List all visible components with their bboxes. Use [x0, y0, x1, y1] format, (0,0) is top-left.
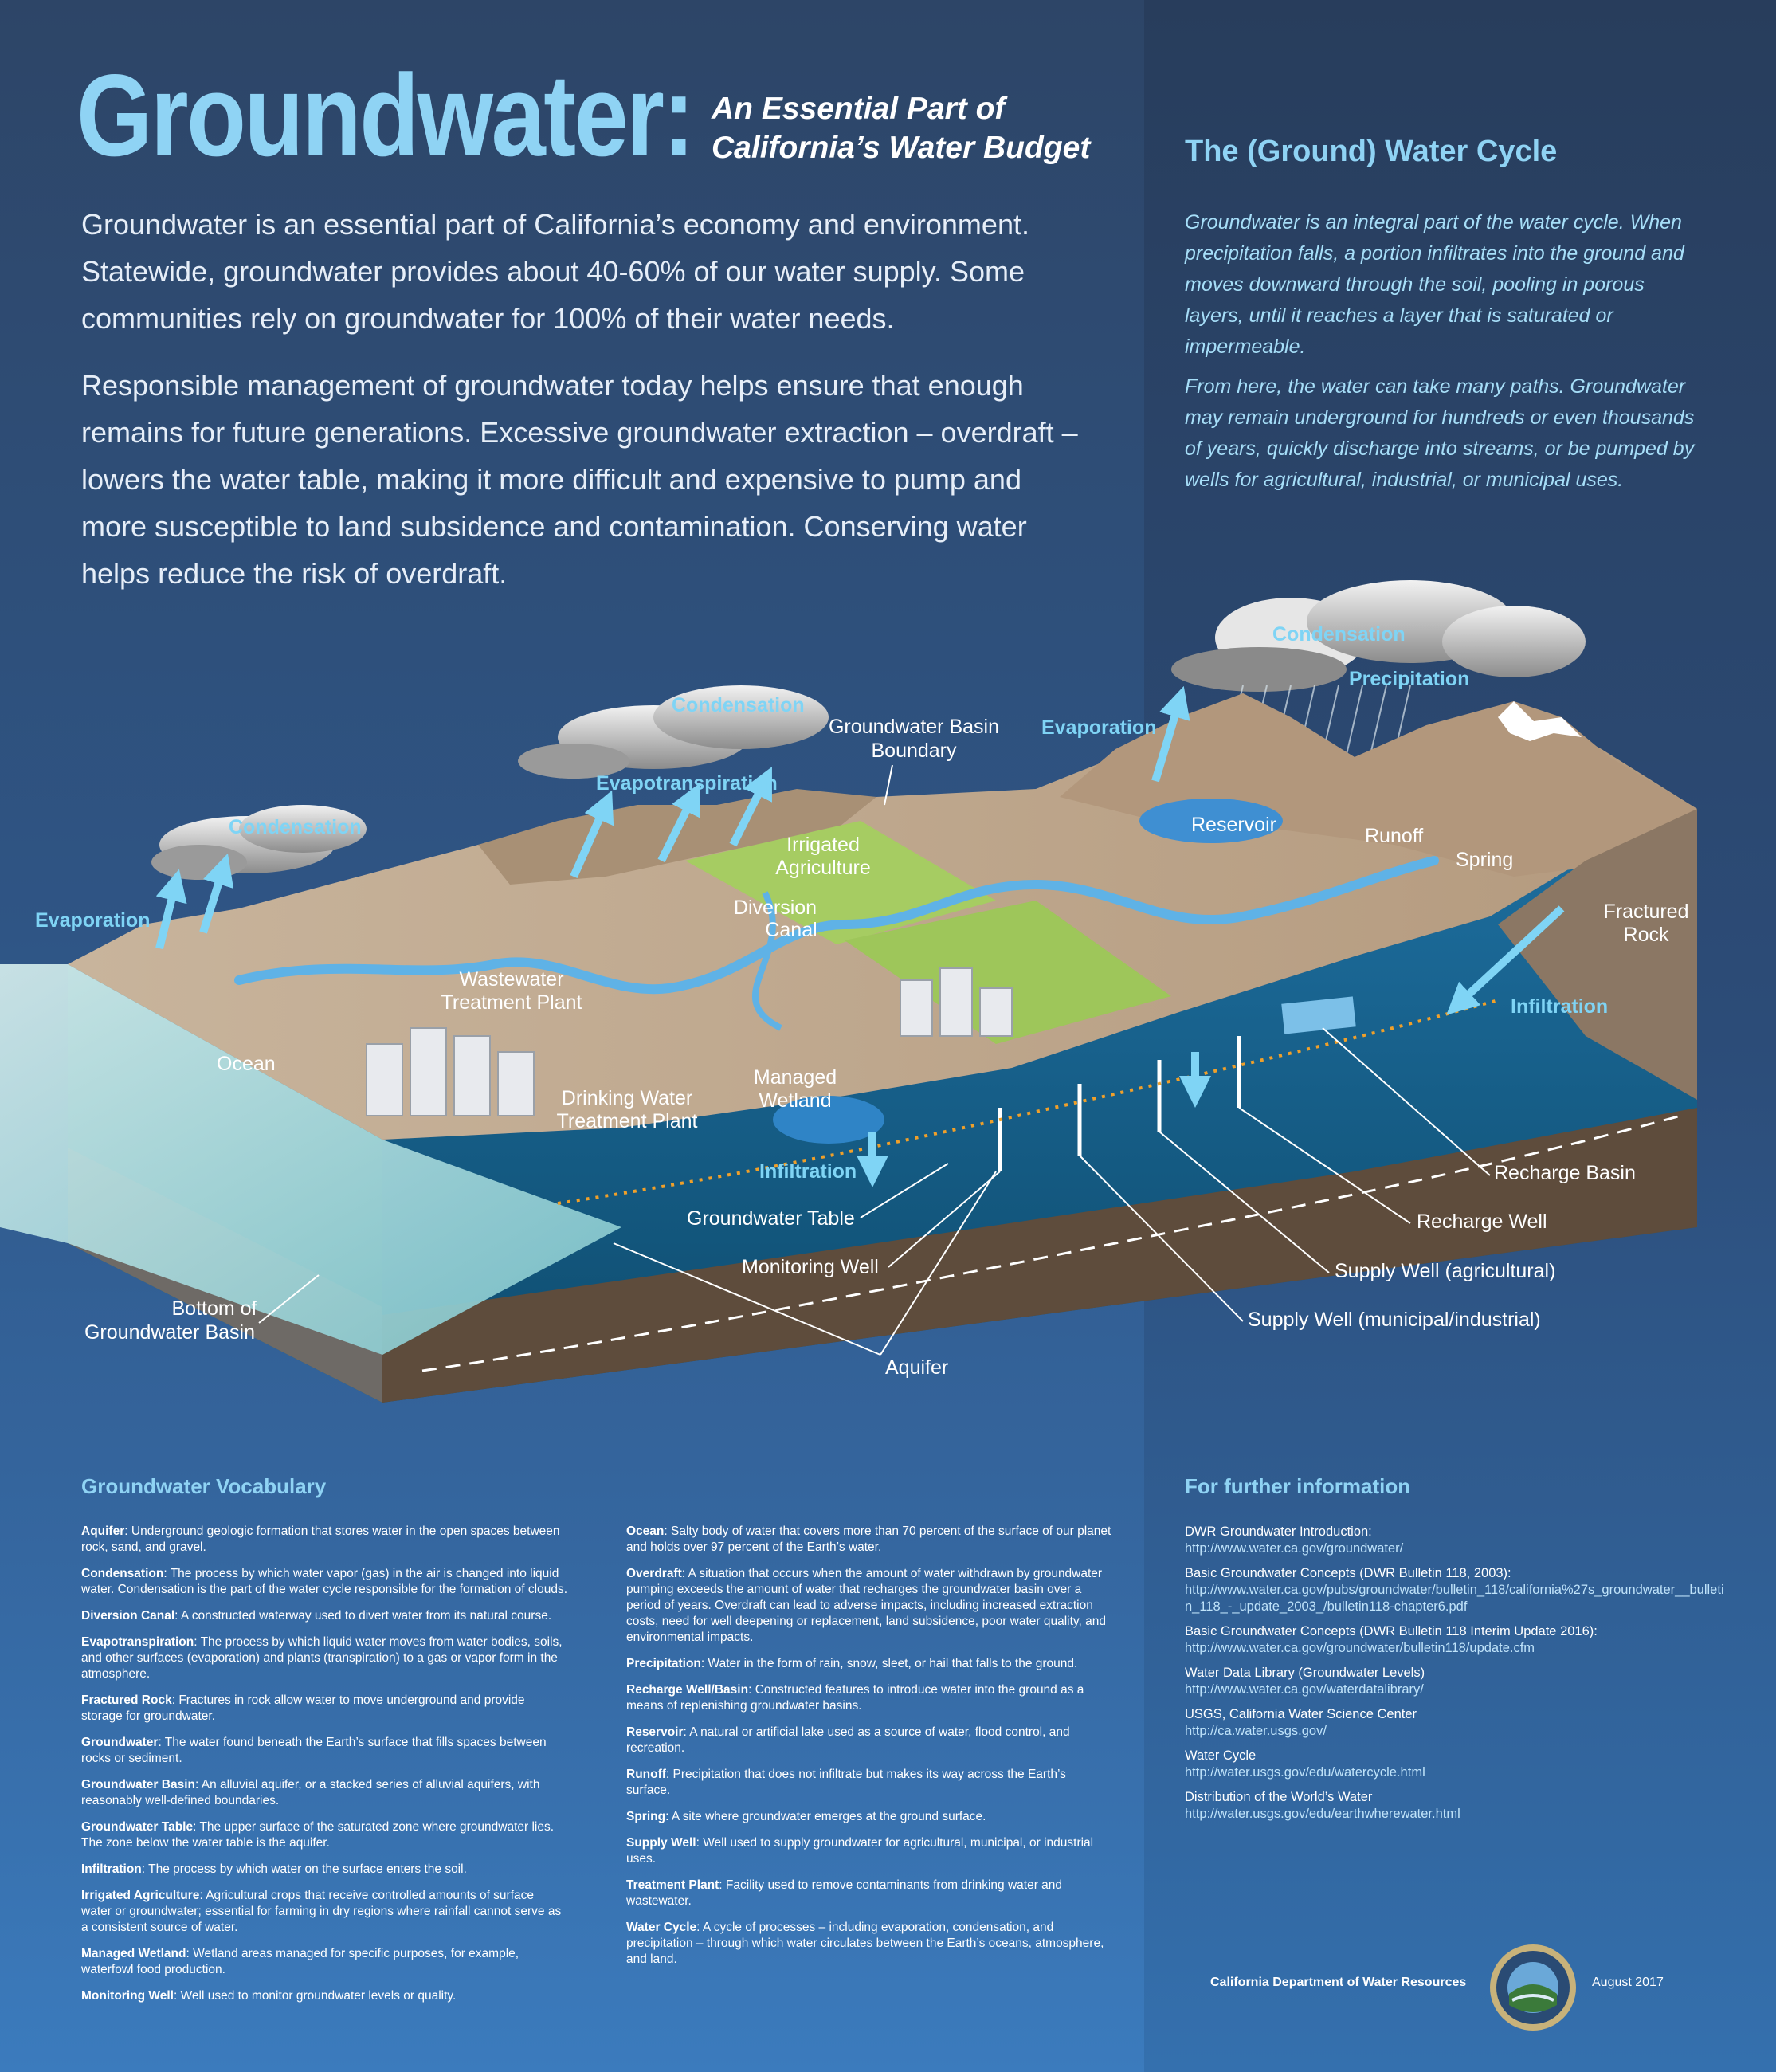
vocab-term: Groundwater Table: The upper surface of the saturated zone where groundwater lies. The zone below the water table is the aquifer. — [81, 1820, 555, 1850]
dwr-seal-logo — [1488, 1943, 1578, 2032]
vocab-term-definition: Salty body of water that covers more than 70 percent of the surface of our planet and holds over 97 percent of the Earth’s water. — [626, 1525, 1111, 1554]
label-supply-well-ag: Supply Well (agricultural) — [1335, 1260, 1556, 1282]
vocab-term-name: Condensation — [81, 1567, 164, 1580]
further-info-item — [1185, 1665, 1727, 1698]
water-cycle-paragraph-2: From here, the water can take many paths. Groundwater may remain underground for hundreds or even thousands of years, quickly discharge into streams, or be pumped by wells for agricultural, industrial, or municipal uses. — [1185, 375, 1695, 491]
further-info-item — [1185, 1748, 1727, 1781]
vocab-term-name: Infiltration — [81, 1862, 142, 1876]
info-label: DWR Groundwater Introduction: — [1185, 1525, 1372, 1539]
label-diversion-canal-1: Diversion — [733, 897, 817, 919]
vocab-term: Precipitation: Water in the form of rain, snow, sleet, or hail that falls to the ground. — [626, 1657, 1078, 1670]
vocab-term-name: Evapotranspiration — [81, 1635, 194, 1649]
vocab-term-definition: Agricultural crops that receive controlled amounts of surface water or groundwater; essential for farming in dry regions where rainfall cannot serve as a consistent source of water. — [81, 1889, 562, 1934]
vocab-term-name: Treatment Plant — [626, 1878, 719, 1892]
vocab-term-definition: A cycle of processes – including evaporation, condensation, and precipitation – through which water circulates between the Earth’s oceans, atmosphere, and land. — [626, 1921, 1104, 1966]
label-basin-boundary-2: Boundary — [871, 740, 957, 762]
label-diversion-canal-2: Canal — [765, 919, 817, 941]
label-condensation-mid: Condensation — [672, 694, 805, 716]
vocab-term-definition: The process by which water on the surface enters the soil. — [148, 1862, 467, 1876]
label-runoff: Runoff — [1365, 825, 1424, 847]
footer-organization: California Department of Water Resources — [1210, 1976, 1467, 1989]
vocab-term-definition: A situation that occurs when the amount of water withdrawn by groundwater pumping exceeds the amount of water that recharges the groundwater basin over a period of years. Overdraft can lead to adverse impacts, including increased extraction costs, need for well deepening or replacement, land subsidence, poor water quality, and environmental impacts. — [626, 1567, 1106, 1644]
vocab-term-name: Diversion Canal — [81, 1609, 175, 1623]
vocab-term-definition: A site where groundwater emerges at the ground surface. — [671, 1810, 986, 1823]
vocab-term-name: Aquifer — [81, 1525, 125, 1538]
info-label: Water Cycle — [1185, 1748, 1257, 1763]
label-managed-wetland-2: Wetland — [759, 1089, 832, 1112]
vocab-term-name: Fractured Rock — [81, 1693, 172, 1707]
vocab-term: Irrigated Agriculture: Agricultural crops that receive controlled amounts of surface water or groundwater; essential for farming in dry regions where rainfall cannot serve as a consistent source of water. — [81, 1889, 562, 1934]
label-bottom-basin-1: Bottom of — [171, 1297, 257, 1320]
label-drinking-water-2: Treatment Plant — [556, 1110, 698, 1132]
label-reservoir: Reservoir — [1191, 814, 1276, 836]
vocab-term-definition: An alluvial aquifer, or a stacked series of alluvial aquifers, with reasonably well-defined boundaries. — [81, 1778, 540, 1807]
label-infiltration-left: Infiltration — [759, 1160, 857, 1183]
vocab-term-definition: The process by which water vapor (gas) in the air is changed into liquid water. Condensation is the part of the water cycle responsible for the formation of clouds. — [81, 1567, 567, 1596]
vocab-term-definition: A natural or artificial lake used as a source of water, flood control, and recreation. — [626, 1725, 1070, 1755]
vocab-term: Groundwater: The water found beneath the Earth’s surface that fills spaces between rocks or sediment. — [81, 1736, 547, 1765]
vocab-term-name: Runoff — [626, 1768, 666, 1781]
footer-date: August 2017 — [1592, 1976, 1664, 1989]
vocab-term-definition: The upper surface of the saturated zone where groundwater lies. The zone below the water table is the aquifer. — [81, 1820, 555, 1850]
vocab-term-name: Managed Wetland — [81, 1947, 186, 1960]
label-wastewater-1: Wastewater — [459, 968, 564, 991]
vocab-term: Evapotranspiration: The process by which liquid water moves from water bodies, soils, and other surfaces (evaporation) and plants (transpiration) to a gas or vapor form in the atmosphere. — [81, 1635, 563, 1681]
subtitle-line-2: California’s Water Budget — [712, 131, 1091, 165]
vocab-term: Spring: A site where groundwater emerges at the ground surface. — [626, 1810, 986, 1823]
vocab-term-name: Groundwater Basin — [81, 1778, 195, 1791]
vocab-term-definition: Well used to monitor groundwater levels or quality. — [180, 1989, 457, 2003]
vocab-term-definition: Wetland areas managed for specific purposes, for example, waterfowl food production. — [81, 1947, 519, 1976]
vocab-term-definition: A constructed waterway used to divert water from its natural course. — [180, 1609, 552, 1623]
vocab-term-name: Ocean — [626, 1525, 665, 1538]
label-infiltration-right: Infiltration — [1511, 995, 1609, 1018]
info-label: Basic Groundwater Concepts (DWR Bulletin 118 Interim Update 2016): — [1185, 1624, 1598, 1638]
groundwater-cycle-diagram — [0, 550, 1776, 1450]
label-evapotranspiration: Evapotranspiration — [596, 772, 778, 795]
vocab-term: Treatment Plant: Facility used to remove contaminants from drinking water and wastewater. — [626, 1878, 1063, 1908]
vocab-term-name: Precipitation — [626, 1657, 701, 1670]
page-title: Groundwater: — [76, 50, 693, 180]
info-label: Distribution of the World’s Water — [1185, 1790, 1373, 1804]
label-drinking-water-1: Drinking Water — [561, 1087, 693, 1109]
intro-paragraph-2: Responsible management of groundwater today helps ensure that enough remains for future generations. Excessive groundwater extraction – overdraft – lowers the water table, making it more difficult and expensive to pump and more susceptible to land subsidence and contamination. Conserving water helps reduce the risk of overdraft. — [81, 369, 1078, 590]
vocab-term-definition: Facility used to remove contaminants from drinking water and wastewater. — [626, 1878, 1063, 1908]
vocab-term-definition: Constructed features to introduce water into the ground as a means of replenishing groundwater basins. — [626, 1683, 1084, 1713]
further-info-list — [1185, 1524, 1727, 1831]
label-fractured-rock-1: Fractured — [1603, 901, 1689, 923]
vocab-term-definition: The process by which liquid water moves from water bodies, soils, and other surfaces (evaporation) and plants (transpiration) to a gas or vapor form in the atmosphere. — [81, 1635, 563, 1681]
info-link[interactable]: http://water.usgs.gov/edu/earthwherewater.html — [1185, 1807, 1460, 1821]
label-basin-boundary-1: Groundwater Basin — [828, 716, 1000, 738]
vocab-term: Recharge Well/Basin: Constructed features to introduce water into the ground as a means of replenishing groundwater basins. — [626, 1683, 1084, 1713]
vocab-term-name: Overdraft — [626, 1567, 682, 1580]
label-groundwater-table: Groundwater Table — [687, 1207, 855, 1230]
vocab-term-definition: Well used to supply groundwater for agricultural, municipal, or industrial uses. — [626, 1836, 1094, 1866]
label-evaporation-right: Evaporation — [1041, 716, 1157, 739]
vocab-term: Monitoring Well: Well used to monitor groundwater levels or quality. — [81, 1989, 457, 2003]
info-link[interactable]: http://www.water.ca.gov/waterdatalibrary/ — [1185, 1682, 1424, 1697]
vocab-term-name: Recharge Well/Basin — [626, 1683, 749, 1697]
vocabulary-title: Groundwater Vocabulary — [81, 1474, 327, 1498]
vocab-term-name: Groundwater — [81, 1736, 159, 1749]
vocab-term: Infiltration: The process by which water on the surface enters the soil. — [81, 1862, 467, 1876]
vocab-term: Reservoir: A natural or artificial lake used as a source of water, flood control, and recreation. — [626, 1725, 1070, 1755]
label-irrigated-ag-2: Agriculture — [775, 857, 871, 879]
info-label: Water Data Library (Groundwater Levels) — [1185, 1666, 1425, 1680]
vocab-term-name: Water Cycle — [626, 1921, 697, 1934]
label-fractured-rock-2: Rock — [1623, 924, 1669, 946]
vocab-term: Fractured Rock: Fractures in rock allow water to move underground and provide storage for groundwater. — [81, 1693, 525, 1723]
vocab-term-definition: Fractures in rock allow water to move underground and provide storage for groundwater. — [81, 1693, 525, 1723]
vocab-term: Groundwater Basin: An alluvial aquifer, or a stacked series of alluvial aquifers, with reasonably well-defined boundaries. — [81, 1778, 540, 1807]
label-recharge-basin: Recharge Basin — [1494, 1162, 1636, 1184]
further-info-item — [1185, 1789, 1727, 1823]
further-info-item — [1185, 1524, 1727, 1557]
vocab-term: Condensation: The process by which water vapor (gas) in the air is changed into liquid water. Condensation is the part of the water cycle responsible for the formation of clouds. — [81, 1567, 567, 1596]
info-link[interactable]: http://www.water.ca.gov/groundwater/bulletin118/update.cfm — [1185, 1641, 1535, 1655]
vocab-term-name: Supply Well — [626, 1836, 696, 1850]
vocab-term: Managed Wetland: Wetland areas managed for specific purposes, for example, waterfowl food production. — [81, 1947, 519, 1976]
vocab-term-name: Monitoring Well — [81, 1989, 174, 2003]
vocab-term: Aquifer: Underground geologic formation that stores water in the open spaces between rock, sand, and gravel. — [81, 1525, 560, 1554]
vocab-term-name: Reservoir — [626, 1725, 684, 1739]
label-managed-wetland-1: Managed — [753, 1066, 837, 1089]
info-link[interactable]: http://www.water.ca.gov/groundwater/ — [1185, 1541, 1404, 1556]
info-label: USGS, California Water Science Center — [1185, 1707, 1417, 1721]
water-cycle-paragraph-1: Groundwater is an integral part of the water cycle. When precipitation falls, a portion infiltrates into the ground and moves downward through the soil, pooling in porous layers, until it reaches a layer that is saturated or impermeable. — [1185, 211, 1684, 358]
label-condensation-left: Condensation — [229, 816, 362, 838]
label-condensation-right: Condensation — [1272, 623, 1406, 646]
info-link[interactable]: http://ca.water.usgs.gov/ — [1185, 1724, 1327, 1738]
info-link[interactable]: http://water.usgs.gov/edu/watercycle.html — [1185, 1765, 1425, 1780]
label-precipitation: Precipitation — [1349, 668, 1470, 690]
vocab-term-name: Irrigated Agriculture — [81, 1889, 200, 1902]
vocab-term: Overdraft: A situation that occurs when the amount of water withdrawn by groundwater pumping exceeds the amount of water that recharges the groundwater basin over a period of years. Overdraft can lead to adverse impacts, including increased extraction costs, need for well deepening or replacement, land subsidence, poor water quality, and environmental impacts. — [626, 1567, 1106, 1644]
subtitle-line-1: An Essential Part of — [712, 92, 1006, 126]
vocab-term-definition: Underground geologic formation that stores water in the open spaces between rock, sand, and gravel. — [81, 1525, 560, 1554]
label-ocean: Ocean — [217, 1053, 276, 1075]
vocab-term-definition: Precipitation that does not infiltrate but makes its way across the Earth’s surface. — [626, 1768, 1066, 1797]
further-info-title: For further information — [1185, 1474, 1411, 1498]
label-monitoring-well: Monitoring Well — [742, 1256, 879, 1278]
label-supply-well-muni: Supply Well (municipal/industrial) — [1248, 1309, 1541, 1331]
vocabulary-column-left — [81, 1524, 567, 2015]
label-irrigated-ag-1: Irrigated — [786, 834, 860, 856]
vocab-term: Supply Well: Well used to supply groundwater for agricultural, municipal, or industrial uses. — [626, 1836, 1094, 1866]
vocab-term-definition: Water in the form of rain, snow, sleet, or hail that falls to the ground. — [708, 1657, 1078, 1670]
label-evaporation-left: Evaporation — [35, 909, 151, 932]
vocab-term-name: Spring — [626, 1810, 666, 1823]
info-label: Basic Groundwater Concepts (DWR Bulletin 118, 2003): — [1185, 1566, 1511, 1580]
vocab-term-definition: The water found beneath the Earth’s surface that fills spaces between rocks or sediment. — [81, 1736, 547, 1765]
intro-paragraph-1: Groundwater is an essential part of California’s economy and environment. Statewide, groundwater provides about 40-60% of our water supply. Some communities rely on groundwater for 100% of their water needs. — [81, 208, 1029, 335]
label-spring: Spring — [1456, 849, 1514, 871]
vocabulary-column-right — [626, 1524, 1112, 1978]
info-link[interactable]: http://www.water.ca.gov/pubs/groundwater/bulletin_118/california%27s_groundwater__bulletin_118_-_update_2003_/bulletin118-chapter6.pdf — [1185, 1583, 1724, 1614]
further-info-item — [1185, 1706, 1727, 1740]
further-info-item — [1185, 1565, 1727, 1615]
further-info-item — [1185, 1623, 1727, 1657]
vocab-term: Runoff: Precipitation that does not infiltrate but makes its way across the Earth’s surface. — [626, 1768, 1066, 1797]
label-recharge-well: Recharge Well — [1417, 1211, 1547, 1233]
vocab-term: Diversion Canal: A constructed waterway used to divert water from its natural course. — [81, 1609, 552, 1623]
vocab-term: Water Cycle: A cycle of processes – including evaporation, condensation, and precipitation – through which water circulates between the Earth’s oceans, atmosphere, and land. — [626, 1921, 1104, 1966]
label-wastewater-2: Treatment Plant — [441, 991, 582, 1014]
vocab-term: Ocean: Salty body of water that covers more than 70 percent of the surface of our planet and holds over 97 percent of the Earth’s water. — [626, 1525, 1111, 1554]
label-aquifer: Aquifer — [885, 1356, 949, 1379]
label-bottom-basin-2: Groundwater Basin — [84, 1321, 256, 1344]
water-cycle-title: The (Ground) Water Cycle — [1185, 135, 1558, 168]
vocab-term-name: Groundwater Table — [81, 1820, 194, 1834]
